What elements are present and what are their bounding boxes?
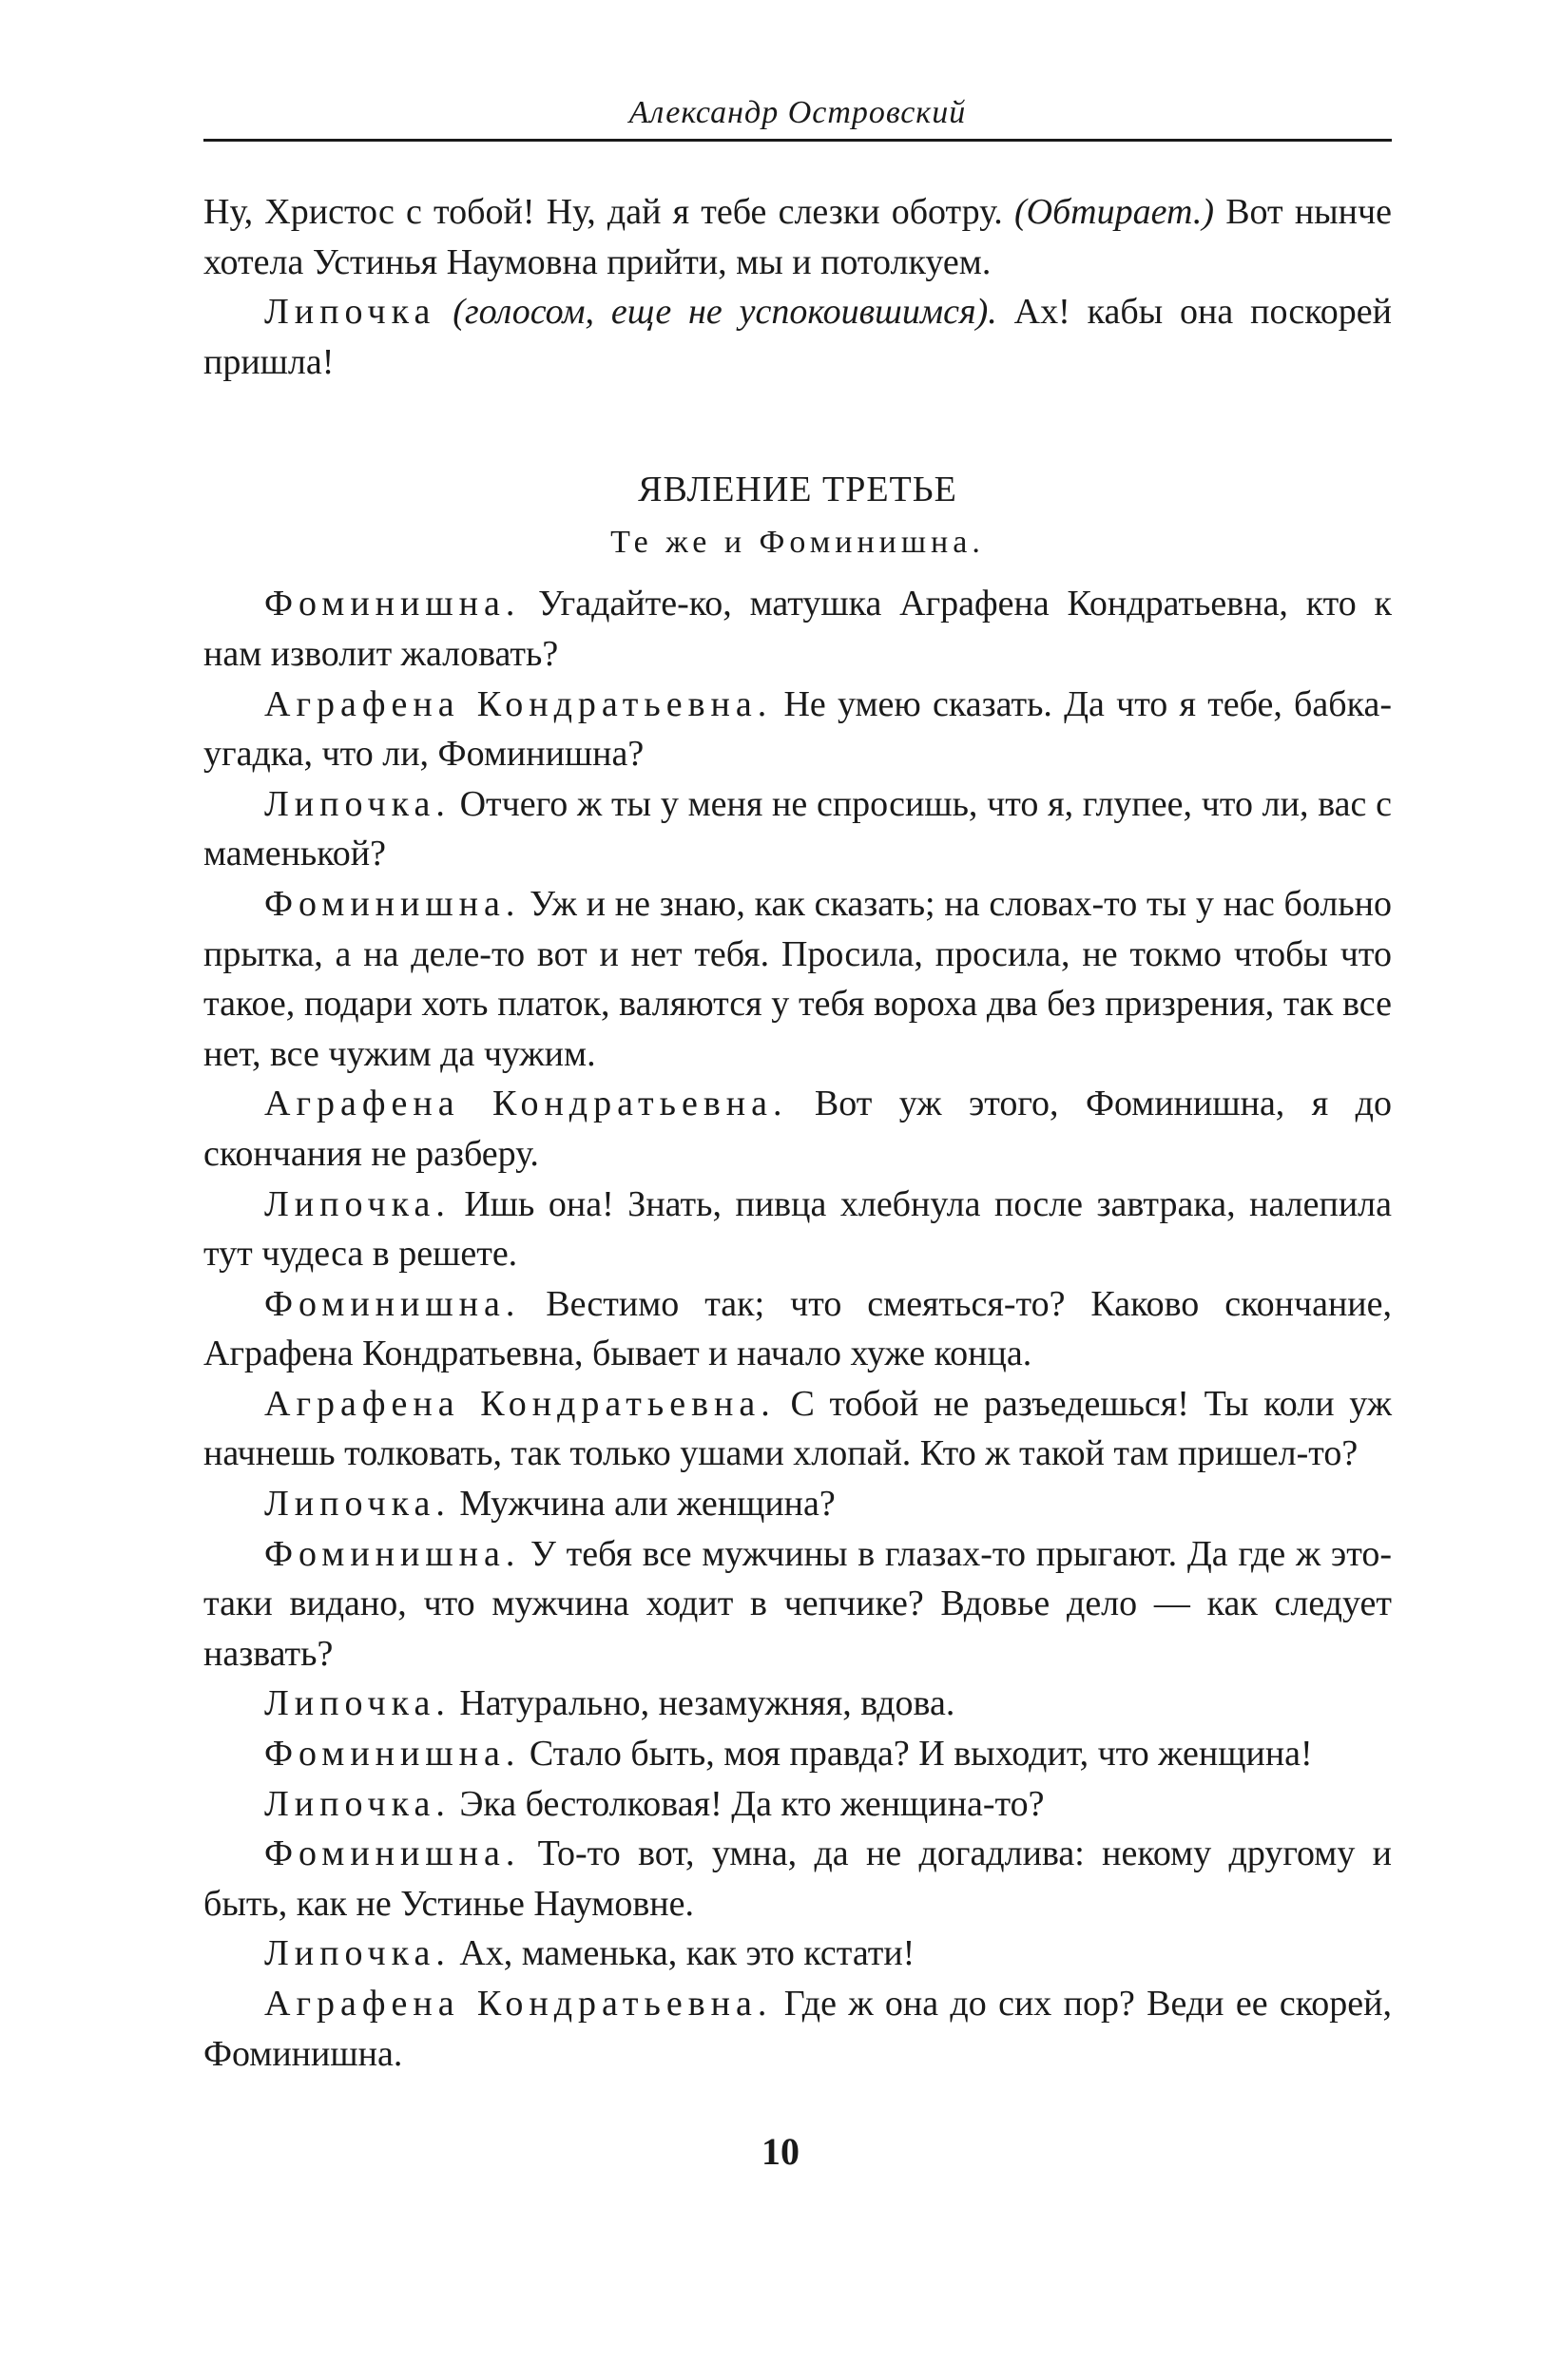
dialogue-line — [203, 879, 1392, 1079]
dialogue-line — [203, 1180, 1392, 1279]
dialogue-line — [203, 1779, 1392, 1830]
dialogue — [203, 579, 1392, 2079]
dialogue-line — [203, 1079, 1392, 1179]
dialogue-line — [203, 1679, 1392, 1729]
dialogue-line — [203, 1829, 1392, 1929]
scene-title: ЯВЛЕНИЕ ТРЕТЬЕ — [638, 470, 957, 510]
dialogue-line — [203, 1979, 1392, 2079]
dialogue-line — [203, 1279, 1392, 1379]
dialogue-text: С тобой не разъедешься! Ты коли уж начнешь толковать, так только ушами хлопай. Кто ж такой там пришел-то? — [203, 1383, 1392, 1474]
paragraph-text: Ну, Христос с тобой! Ну, дай я тебе слезки оботру. — [203, 192, 1014, 232]
speaker-name: Фоминишна. — [264, 1533, 521, 1574]
dialogue-text: Ишь она! Знать, пивца хлебнула после завтрака, налепила тут чудеса в решете. — [203, 1183, 1392, 1275]
dialogue-text: Не умею сказать. Да что я тебе, бабка-угадка, что ли, Фоминишна? — [203, 683, 1393, 775]
dialogue-line — [203, 1379, 1392, 1479]
stage-direction: (голосом, еще не успокоившимся). — [453, 292, 997, 333]
speaker-name: Фоминишна. — [264, 584, 521, 624]
speaker-name: Фоминишна. — [264, 1833, 521, 1874]
dialogue-line — [203, 680, 1392, 779]
scene-cast: Те же и Фоминишна. — [610, 525, 985, 561]
paragraph — [203, 287, 1392, 387]
speaker-name: Липочка. — [264, 1933, 451, 1974]
dialogue-text: Натурально, незамужняя, вдова. — [450, 1683, 955, 1724]
dialogue-line — [203, 779, 1392, 879]
speaker-name: Аграфена Кондратьевна. — [264, 1984, 773, 2024]
dialogue-line — [203, 1729, 1392, 1779]
dialogue-text: Угадайте-ко, матушка Аграфена Кондратьевна, кто к нам изволит жаловать? — [203, 584, 1392, 674]
body-text — [203, 187, 1392, 2079]
speaker-name: Аграфена Кондратьевна. — [264, 1084, 788, 1124]
speaker-name: Аграфена Кондратьевна. — [264, 1383, 776, 1424]
paragraph — [203, 187, 1392, 287]
dialogue-text: То-то вот, умна, да не догадлива: некому другому и быть, как не Устинье Наумовне. — [203, 1833, 1392, 1924]
dialogue-line — [203, 1479, 1392, 1529]
speaker-name: Липочка. — [264, 1484, 451, 1525]
dialogue-text: Мужчина али женщина? — [450, 1484, 836, 1525]
speaker-name: Липочка. — [264, 1783, 451, 1824]
speaker-name: Липочка. — [264, 1683, 451, 1724]
dialogue-line — [203, 1929, 1392, 1979]
speaker-name: Липочка. — [264, 1183, 451, 1224]
dialogue-text: Эка бестолковая! Да кто женщина-то? — [450, 1783, 1045, 1824]
dialogue-line — [203, 579, 1392, 679]
running-head: Александр Островский — [203, 95, 1392, 142]
dialogue-text: Вестимо так; что смеяться-то? Каково скончание, Аграфена Кондратьевна, бывает и начало хуже конца. — [203, 1283, 1392, 1374]
dialogue-text: Отчего ж ты у меня не спросишь, что я, глупее, что ли, вас с маменькой? — [203, 783, 1392, 874]
dialogue-text: Стало быть, моя правда? И выходит, что женщина! — [520, 1734, 1313, 1775]
paragraph-text: Вот нынче хотела Устинья Наумовна прийти, мы и потолкуем. — [203, 192, 1392, 282]
speaker-name: Фоминишна. — [264, 883, 521, 924]
paragraph-text: Ах! кабы она поскорей пришла! — [203, 292, 1392, 382]
speaker-name: Фоминишна. — [264, 1734, 521, 1775]
speaker-name: Липочка. — [264, 783, 451, 824]
dialogue-text: У тебя все мужчины в глазах-то прыгают. Да где ж это-таки видано, что мужчина ходит в чепчике? Вдовье дело — как следует назвать? — [203, 1533, 1392, 1674]
speaker-name: Фоминишна. — [264, 1283, 521, 1324]
dialogue-text: Где ж она до сих пор? Веди ее скорей, Фоминишна. — [203, 1984, 1392, 2074]
speaker-name: Аграфена Кондратьевна. — [264, 683, 773, 724]
speaker-name: Липочка — [264, 292, 436, 333]
dialogue-line — [203, 1529, 1392, 1679]
book-page — [203, 95, 1392, 2079]
dialogue-text: Вот уж этого, Фоминишна, я до скончания не разберу. — [203, 1084, 1392, 1174]
stage-direction: (Обтирает.) — [1013, 192, 1215, 232]
page-number: 10 — [761, 2130, 800, 2173]
dialogue-text: Уж и не знаю, как сказать; на словах-то ты у нас больно прытка, а на деле-то вот и нет тебя. Просила, просила, не токмо чтобы что такое, подари хоть платок, валяются у тебя вороха два без призрения, так все нет, все чужим да чужим. — [203, 883, 1392, 1074]
dialogue-text: Ах, маменька, как это кстати! — [450, 1933, 915, 1974]
